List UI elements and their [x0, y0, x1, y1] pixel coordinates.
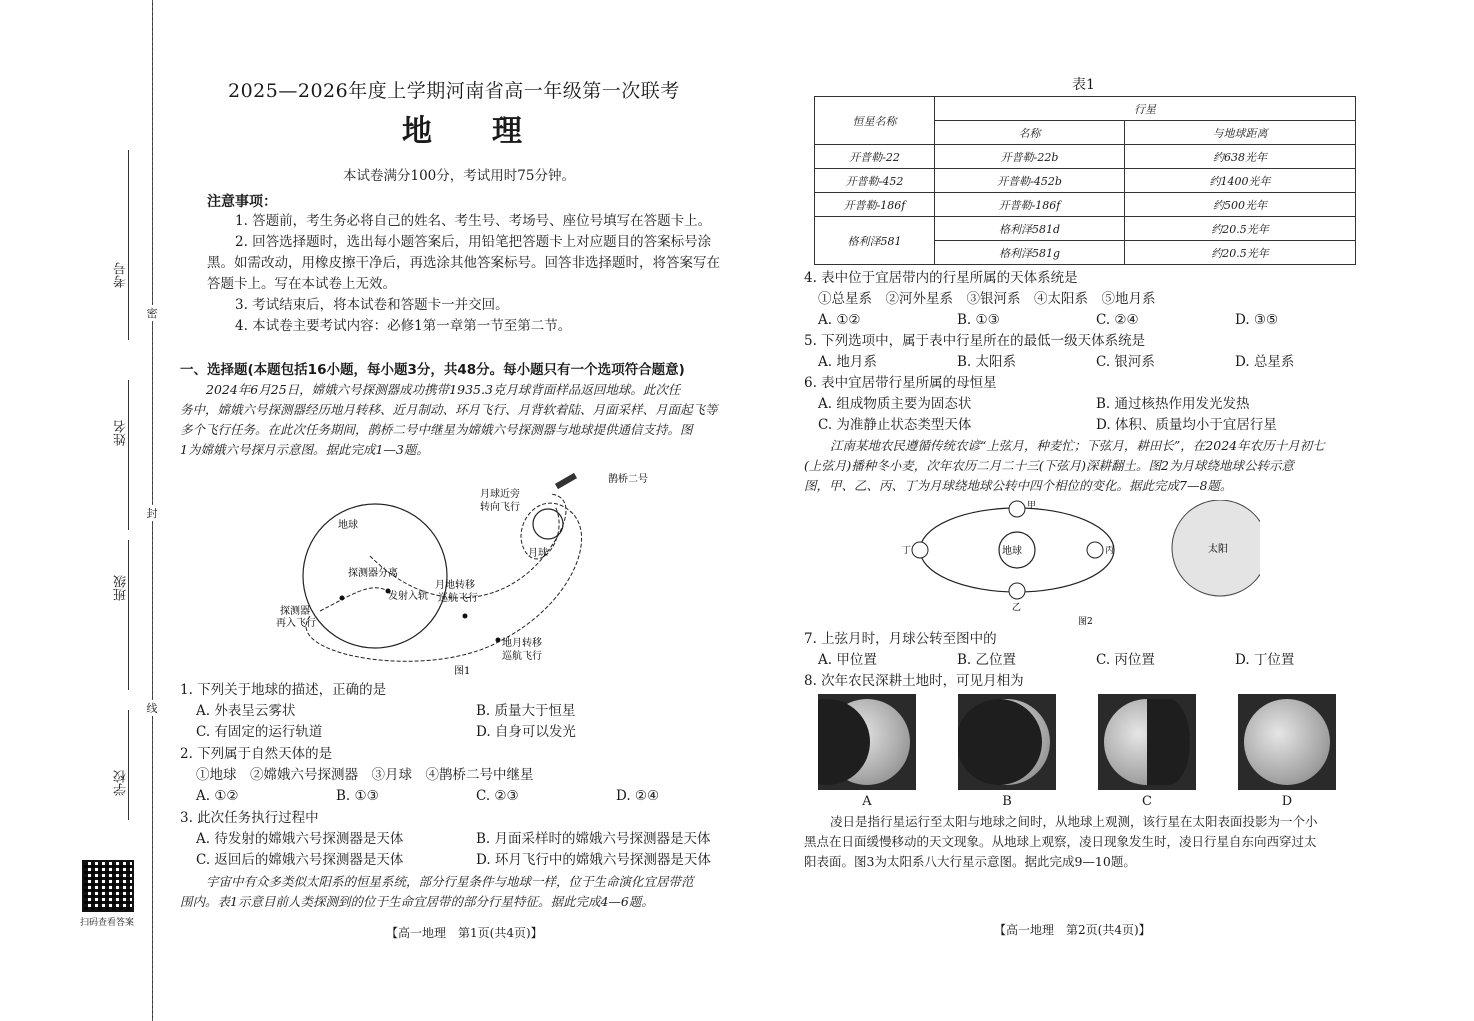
subject-title: 地 理: [402, 114, 522, 149]
fig1-separation-label: 探测器分离: [348, 568, 398, 579]
cell-distance: 约1400光年: [1125, 169, 1356, 193]
seal-mi: 密: [146, 307, 158, 320]
reentry-dot: [340, 596, 345, 601]
moon-disk: [1244, 699, 1330, 785]
table-row: [815, 169, 1356, 193]
cell-distance: 约638光年: [1125, 145, 1356, 169]
trajectory-reentry: [320, 588, 388, 611]
qr-caption: 扫码查看答案: [80, 918, 135, 928]
fig1-caption: 图1: [454, 666, 471, 676]
q4-option-b[interactable]: B. ①③: [957, 312, 1000, 328]
fig2-sun-label: 太阳: [1208, 544, 1228, 555]
moon-phase-a-image: [818, 694, 916, 790]
cell-star: 开普勒-452: [815, 169, 935, 193]
pos-yi: [1009, 583, 1025, 599]
q4-option-c[interactable]: C. ②④: [1096, 312, 1139, 328]
passage-line: 2024年6月25日，嫦娥六号探测器成功携带1935.3克月球背面样品返回地球。此次任: [206, 382, 681, 397]
q4-option-d[interactable]: D. ③⑤: [1235, 312, 1279, 328]
pos-jia: [1009, 501, 1025, 517]
q3-option-a[interactable]: A. 待发射的嫦娥六号探测器是天体: [196, 831, 404, 847]
q1-option-a[interactable]: A. 外表呈云雾状: [196, 703, 296, 719]
question-7: [804, 629, 1374, 671]
fig1-reentry2-label: 再入飞行: [276, 618, 316, 629]
figure-2: [900, 500, 1260, 630]
question-4: [804, 268, 1374, 331]
cell-star: 格利泽581: [815, 217, 935, 265]
passage-line: 江南某地农民遵循传统农谚“上弦月，种麦忙；下弦月，耕田长”，在2024年农历十月初七: [830, 438, 1325, 453]
cell-planet: 开普勒-22b: [935, 145, 1125, 169]
footer-left: 【高一地理 第1页(共4页)】: [386, 926, 543, 940]
q1-option-c[interactable]: C. 有固定的运行轨道: [196, 724, 323, 740]
cell-planet: 开普勒-452b: [935, 169, 1125, 193]
q6-stem: 6. 表中宜居带行星所属的母恒星: [804, 375, 997, 391]
q7-option-b[interactable]: B. 乙位置: [957, 652, 1017, 668]
exam-info: 本试卷满分100分，考试用时75分钟。: [343, 168, 575, 184]
q3-option-b[interactable]: B. 月面采样时的嫦娥六号探测器是天体: [476, 831, 711, 847]
passage-line: 多个飞行任务。在此次任务期间，鹊桥二号中继星为嫦娥六号探测器与地球提供通信支持。图: [180, 422, 693, 437]
label-school: 学校: [114, 770, 129, 796]
moon-phase-c-image: [1098, 694, 1196, 790]
table-row: [815, 193, 1356, 217]
fig1-me-label: 地月转移: [502, 638, 542, 649]
q8-stem: 8. 次年农民深耕土地时，可见月相为: [804, 673, 1024, 689]
fig1-earth-label: 地球: [338, 520, 358, 531]
passage-4: [804, 812, 1374, 872]
cell-distance: 约20.5光年: [1125, 217, 1356, 241]
q3-stem: 3. 此次任务执行过程中: [180, 810, 319, 826]
q8-label: C: [1142, 794, 1152, 809]
th-planet: 行星: [935, 97, 1356, 121]
section-heading: 一、选择题(本题包括16小题，每小题3分，共48分。每小题只有一个选项符合题意): [180, 362, 685, 378]
passage-1: [180, 380, 770, 460]
cell-planet: 格利泽581d: [935, 217, 1125, 241]
table-row: [815, 217, 1356, 241]
blank-exam-number: [128, 150, 129, 340]
fig1-launch-label: 发射入轨: [388, 591, 428, 602]
note-line: 黑。如需改动，用橡皮擦干净后，再选涂其他答案标号。回答非选择题时，将答案写在: [207, 255, 720, 271]
q5-option-a[interactable]: A. 地月系: [818, 354, 877, 370]
passage-2: [180, 872, 770, 912]
qr-code[interactable]: [82, 860, 134, 912]
q8-option-b[interactable]: [958, 694, 1056, 809]
q6-option-a[interactable]: A. 组成物质主要为固态状: [818, 396, 972, 412]
th-star: 恒星名称: [815, 97, 935, 145]
q6-option-d[interactable]: D. 体积、质量均小于宜居行星: [1096, 417, 1277, 433]
q3-option-d[interactable]: D. 环月飞行中的嫦娥六号探测器是天体: [476, 852, 711, 868]
passage-line: 1为嫦娥六号探月示意图。据此完成1—3题。: [180, 442, 429, 457]
moon-phase-options: [818, 694, 1336, 809]
passage-line: 图，甲、乙、丙、丁为月球绕地球公转中四个相位的变化。据此完成7—8题。: [804, 478, 1233, 493]
passage-line: 阳表面。图3为太阳系八大行星示意图。据此完成9—10题。: [804, 854, 1136, 869]
moon-phase-d-image: [1238, 694, 1336, 790]
fig1-queqiao-label: 鹊桥二号: [608, 474, 648, 485]
fig2-earth-label: 地球: [1002, 546, 1022, 557]
q1-option-d[interactable]: D. 自身可以发光: [476, 724, 576, 740]
pos-bing: [1087, 542, 1103, 558]
passage-line: 凌日是指行星运行至太阳与地球之间时，从地球上观测，该行星在太阳表面投影为一个小: [830, 814, 1318, 829]
table1-title: 表1: [1072, 77, 1095, 93]
fig2-ding-label: 丁: [902, 546, 912, 556]
q5-option-c[interactable]: C. 银河系: [1096, 354, 1155, 370]
q7-option-c[interactable]: C. 丙位置: [1096, 652, 1155, 668]
q1-option-b[interactable]: B. 质量大于恒星: [476, 703, 576, 719]
note-line: 2. 回答选择题时，选出每小题答案后，用铅笔把答题卡上对应题目的答案标号涂: [235, 234, 712, 250]
moon-shadow: [1147, 699, 1190, 785]
notes-title: 注意事项：: [207, 194, 277, 210]
q5-option-d[interactable]: D. 总星系: [1235, 354, 1295, 370]
q2-option-c[interactable]: C. ②③: [476, 788, 519, 804]
passage-3: [804, 436, 1374, 496]
moon-phase-b-image: [958, 694, 1056, 790]
question-5: [804, 331, 1374, 373]
cell-planet: 格利泽581g: [935, 241, 1125, 265]
passage-line: 宇宙中有众多类似太阳系的恒星系统，部分行星条件与地球一样，位于生命演化宜居带范: [206, 874, 694, 889]
fig2-bing-label: 丙: [1105, 546, 1115, 556]
me-dot: [496, 638, 501, 643]
q3-option-c[interactable]: C. 返回后的嫦娥六号探测器是天体: [196, 852, 404, 868]
passage-line: 围内。表1示意目前人类探测到的位于生命宜居带的部分行星特征。据此完成4—6题。: [180, 894, 654, 909]
fig1-moon-label: 月球: [528, 548, 548, 559]
notes-body: [207, 211, 767, 337]
q2-option-d[interactable]: D. ②④: [616, 788, 660, 804]
cell-planet: 开普勒-186f: [935, 193, 1125, 217]
fig1-em-label: 月地转移: [435, 580, 475, 591]
q4-option-a[interactable]: A. ①②: [818, 312, 861, 328]
th-name: 名称: [935, 121, 1125, 145]
cell-star: 开普勒-22: [815, 145, 935, 169]
blank-school: [128, 710, 129, 820]
seal-xian: 线: [146, 702, 158, 715]
passage-line: 务中，嫦娥六号探测器经历地月转移、近月制动、环月飞行、月背软着陆、月面采样、月面起飞等: [180, 402, 718, 417]
question-6: [804, 373, 1374, 436]
q2-option-a[interactable]: A. ①②: [196, 788, 239, 804]
q2-option-b[interactable]: B. ①③: [336, 788, 379, 804]
question-1: [180, 680, 760, 743]
passage-line: (上弦月)播种冬小麦，次年农历二月二十三(下弦月)深耕翻土。图2为月球绕地球公转示意: [804, 458, 1294, 473]
label-name: 姓名: [114, 420, 129, 446]
q6-option-b[interactable]: B. 通过核热作用发光发热: [1096, 396, 1250, 412]
q7-option-d[interactable]: D. 丁位置: [1235, 652, 1295, 668]
note-line: 4. 本试卷主要考试内容：必修1第一章第一节至第二节。: [235, 318, 572, 334]
question-2: [180, 744, 760, 807]
q2-stem: 2. 下列属于自然天体的是: [180, 746, 333, 762]
table-row: [815, 145, 1356, 169]
table-1: [814, 96, 1356, 265]
seal-feng: 封: [146, 507, 158, 520]
q8-option-d[interactable]: [1238, 694, 1336, 809]
blank-name: [128, 380, 129, 530]
blank-class: [128, 540, 129, 690]
q8-label: A: [862, 794, 872, 809]
fig1-cruise2-label: 巡航飞行: [502, 651, 542, 662]
label-class: 班级: [114, 575, 129, 601]
fig1-reentry-label: 探测器: [280, 606, 310, 617]
note-line: 答题卡上。写在本试卷上无效。: [207, 276, 396, 292]
queqiao-satellite: [555, 473, 577, 489]
pos-ding: [912, 542, 928, 558]
fig1-turn-label: 转向飞行: [480, 502, 520, 513]
q1-stem: 1. 下列关于地球的描述，正确的是: [180, 682, 387, 698]
note-line: 3. 考试结束后，将本试卷和答题卡一并交回。: [235, 297, 509, 313]
exam-title: 2025—2026年度上学期河南省高一年级第一次联考: [228, 80, 680, 102]
q6-option-c[interactable]: C. 为准静止状态类型天体: [818, 417, 972, 433]
fig2-yi-label: 乙: [1012, 603, 1022, 613]
question-3: [180, 808, 760, 871]
q4-items: ①总星系 ②河外星系 ③银河系 ④太阳系 ⑤地月系: [818, 291, 1156, 307]
footer-right: 【高一地理 第2页(共4页)】: [994, 923, 1151, 937]
q2-items: ①地球 ②嫦娥六号探测器 ③月球 ④鹊桥二号中继星: [196, 767, 534, 783]
q5-stem: 5. 下列选项中，属于表中行星所在的最低一级天体系统是: [804, 333, 1146, 349]
fig2-caption: 图2: [1078, 617, 1093, 627]
cell-distance: 约20.5光年: [1125, 241, 1356, 265]
q8-option-a[interactable]: [818, 694, 916, 809]
q8-option-c[interactable]: [1098, 694, 1196, 809]
q4-stem: 4. 表中位于宜居带内的行星所属的天体系统是: [804, 270, 1078, 286]
fig1-cruise1-label: 巡航飞行: [438, 593, 478, 604]
label-exam-number: 考号: [114, 262, 129, 288]
q5-option-b[interactable]: B. 太阳系: [957, 354, 1017, 370]
em-dot: [463, 614, 468, 619]
passage-line: 黑点在日面缓慢移动的天文现象。从地球上观察，凌日现象发生时，凌日行星自东向西穿过太: [804, 834, 1317, 849]
th-distance: 与地球距离: [1125, 121, 1356, 145]
q8-label: D: [1281, 794, 1293, 809]
q7-option-a[interactable]: A. 甲位置: [818, 652, 877, 668]
q8-label: B: [1002, 794, 1012, 809]
note-line: 1. 答题前，考生务必将自己的姓名、考生号、考场号、座位号填写在答题卡上。: [235, 213, 712, 229]
moon-shadow: [958, 699, 1042, 785]
q7-stem: 7. 上弦月时，月球公转至图中的: [804, 631, 997, 647]
fig1-nearmoon-label: 月球近旁: [480, 489, 520, 500]
figure-1: [270, 466, 670, 676]
fig2-jia-label: 甲: [1027, 501, 1037, 511]
table-header-row: [815, 97, 1356, 121]
cell-distance: 约500光年: [1125, 193, 1356, 217]
cell-star: 开普勒-186f: [815, 193, 935, 217]
